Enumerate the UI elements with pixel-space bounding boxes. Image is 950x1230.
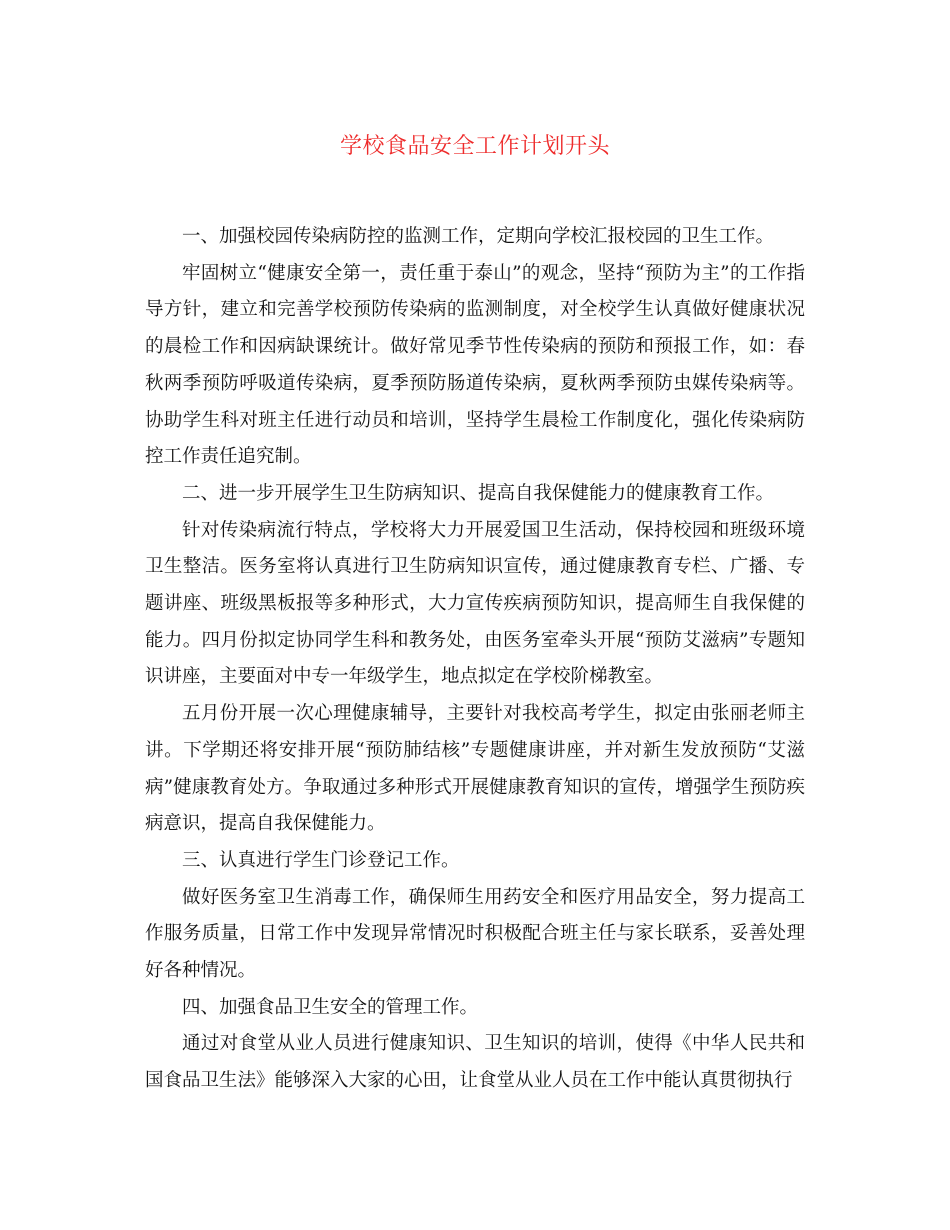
document-title: 学校食品安全工作计划开头 [339,134,610,159]
paragraph-food-safety: 通过对食堂从业人员进行健康知识、卫生知识的培训，使得《中华人民共和国食品卫生法》能够深入大家的心田，让食堂从业人员在工作中能认真贯彻执行 [145,1033,805,1092]
section-heading-4: 四、加强食品卫生安全的管理工作。 [182,996,479,1018]
section-heading-1: 一、加强校园传染病防控的监测工作，定期向学校汇报校园的卫生工作。 [182,226,775,247]
section-heading-3: 三、认真进行学生门诊登记工作。 [182,849,460,871]
paragraph-disease-monitoring: 牢固树立“健康安全第一，责任重于泰山”的观念，坚持“预防为主”的工作指导方针，建立和完善学校预防传染病的监测制度，对全校学生认真做好健康状况的晨检工作和因病缺课统计。做好常见季节性传染病的预防和预报工作，如：春秋两季预防呼吸道传染病，夏季预防肠道传染病，夏秋两季预防虫媒传染病等。协助学生科对班主任进行动员和培训，坚持学生晨检工作制度化，强化传染病防控工作责任追究制。 [145,262,805,468]
section-heading-2: 二、进一步开展学生卫生防病知识、提高自我保健能力的健康教育工作。 [182,482,775,504]
paragraph-health-education: 针对传染病流行特点，学校将大力开展爱国卫生活动，保持校园和班级环境卫生整洁。医务室将认真进行卫生防病知识宣传，通过健康教育专栏、广播、专题讲座、班级黑板报等多种形式，大力宣传疾病预防知识，提高师生自我保健的能力。四月份拟定协同学生科和教务处，由医务室牵头开展“预防艾滋病”专题知识讲座，主要面对中专一年级学生，地点拟定在学校阶梯教室。 [145,519,805,688]
paragraph-psychological-counseling: 五月份开展一次心理健康辅导，主要针对我校高考学生，拟定由张丽老师主讲。下学期还将安排开展“预防肺结核”专题健康讲座，并对新生发放预防“艾滋病”健康教育处方。争取通过多种形式开展健康教育知识的宣传，增强学生预防疾病意识，提高自我保健能力。 [145,703,805,835]
document-body [145,219,805,1100]
paragraph-clinic-work: 做好医务室卫生消毒工作，确保师生用药安全和医疗用品安全，努力提高工作服务质量，日常工作中发现异常情况时积极配合班主任与家长联系，妥善处理好各种情况。 [145,886,805,982]
